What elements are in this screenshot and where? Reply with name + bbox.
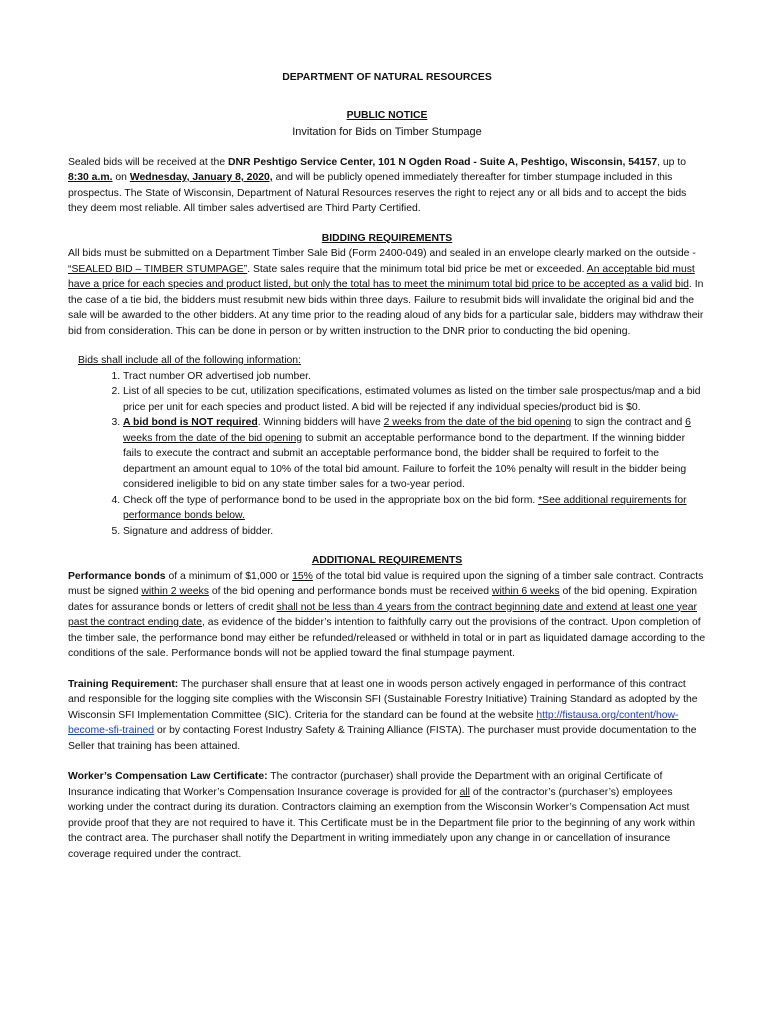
paragraph-text: of the contractor’s (purchaser’s) employees working under the contract during its duration. Contractors claiming an exemption from the Wisconsin Worker’s Compensation Act must provide proof that they are not required to have it. This Certificate must be in the Department file prior to the beginning of any work within the contract area. The purchaser shall notify the Department in writing immediately upon any change in or cancellation of insurance coverage required under the contract.	[68, 786, 696, 860]
intro-text: Sealed bids will be received at the	[68, 156, 228, 168]
list-item-text: . Winning bidders will have	[257, 417, 384, 428]
paragraph-text: of the bid opening. Expiration dates for assurance bonds or letters of credit	[68, 586, 698, 613]
list-item	[123, 493, 706, 524]
training-paragraph	[68, 677, 706, 755]
bidding-text: . State sales require that the minimum total bid price be met or exceeded.	[247, 263, 587, 275]
paragraph-text: of the bid opening and performance bonds must be received	[208, 586, 492, 597]
list-item	[123, 524, 706, 540]
bidding-text: . In the case of a tie bid, the bidders must resubmit new bids within three days. Failure to resubmit bids will invalidate the original bid and the sale will be awarded to the other bidders. At any time prior to the reading aloud of any bids for a particular sale, bidders may withdraw their bid from consideration. This can be done in person or by written instruction to the DNR prior to conducting the bid opening.	[68, 279, 704, 337]
public-notice-heading: PUBLIC NOTICE	[346, 109, 428, 121]
training-label: Training Requirement:	[68, 678, 179, 690]
workers-comp-paragraph	[68, 769, 706, 862]
additional-requirements-title: ADDITIONAL REQUIREMENTS	[311, 555, 463, 566]
performance-bonds-label: Performance bonds	[68, 570, 166, 582]
notice-subtitle: Invitation for Bids on Timber Stumpage	[292, 126, 482, 138]
bidding-text: All bids must be submitted on a Department Timber Sale Bid (Form 2400-049) and sealed in an envelope clearly marked on the outside -	[68, 248, 696, 259]
bidding-requirements-title: BIDDING REQUIREMENTS	[321, 232, 453, 244]
acceptable-bid-rule: An acceptable bid must have a price for each species and product listed, but only the total has to meet the minimum total bid price to be accepted as a valid bid	[68, 263, 695, 290]
workers-comp-label: Worker’s Compensation Law Certificate:	[68, 771, 268, 782]
intro-paragraph	[68, 155, 706, 217]
list-item-text: Signature and address of bidder.	[123, 525, 274, 537]
paragraph-text: of a minimum of $1,000 or	[165, 570, 293, 582]
paragraph-text: or by contacting Forest Industry Safety & Training Alliance (FISTA). The purchaser must provide documentation to the Seller that training has been attained.	[68, 725, 697, 752]
paragraph-text: The contractor (purchaser) shall provide the Department with an original Certificate of Insurance indicating that Worker’s Compensation Insurance coverage is provided for	[68, 771, 663, 798]
paragraph-text: , as evidence of the bidder’s intention to faithfully carry out the provisions of the contract. Upon completion of the timber sale, the performance bond may either be refunded/released or withheld in total or in part as liquidated damage according to the conditions of the sale. Performance bonds will not be applied toward the final stumpage payment.	[68, 617, 706, 659]
intro-text: , up to	[657, 156, 687, 168]
intro-text: on	[112, 172, 130, 183]
list-item	[123, 384, 706, 415]
department-heading: DEPARTMENT OF NATURAL RESOURCES	[282, 72, 492, 83]
list-item	[123, 415, 706, 493]
two-weeks-term: within 2 weeks	[141, 586, 209, 597]
sfi-training-link[interactable]: http://fistausa.org/content/how-become-sfi-trained	[68, 709, 679, 736]
six-weeks-term: 6 weeks from the date of the bid opening	[123, 417, 691, 444]
bidding-paragraph	[68, 246, 706, 339]
bid-contents-intro: Bids shall include all of the following information:	[78, 355, 301, 366]
list-item-text: List of all species to be cut, utilization specifications, estimated volumes as listed on the timber sale prospectus/map and a bid price per unit for each species and product listed. A bid will be rejected if any individual species/product bid is $0.	[123, 386, 701, 413]
percent-term: 15%	[292, 570, 313, 582]
bid-date: Wednesday, January 8, 2020,	[129, 172, 273, 183]
list-item-text: to sign the contract and	[571, 417, 686, 428]
bid-contents-list	[68, 369, 706, 540]
envelope-marking: “SEALED BID – TIMBER STUMPAGE”	[68, 263, 248, 275]
all-term: all	[459, 786, 470, 798]
bid-location: DNR Peshtigo Service Center, 101 N Ogden Road - Suite A, Peshtigo, Wisconsin, 54157	[228, 156, 658, 168]
expiration-term: shall not be less than 4 years from the contract beginning date and extend at least one year past the contract ending date	[68, 601, 698, 628]
list-item-text: Check off the type of performance bond to be used in the appropriate box on the bid form.	[123, 494, 539, 506]
bid-bond-note: A bid bond is NOT required	[123, 417, 258, 428]
paragraph-text: The purchaser shall ensure that at least one in woods person actively engaged in performance of this contract and responsible for the logging site complies with the Wisconsin SFI (Sustainable Forestry Initiative) Training Standard as adopted by the Wisconsin SFI Implementation Committee (SIC). Criteria for the standard can be found at the website	[68, 678, 698, 721]
list-item-text: to submit an acceptable performance bond to the department. If the winning bidder fails to execute the contract and submit an acceptable performance bond, the bidder shall be required to forfeit to the department an amount equal to 10% of the total bid amount. Failure to forfeit the 10% penalty will result in the bidder being considered ineligible to bid on any state timber sales for a two-year period.	[123, 432, 687, 490]
intro-text: and will be publicly opened immediately thereafter for timber stumpage included in this prospectus. The State of Wisconsin, Department of Natural Resources reserves the right to reject any or all bids and to accept the bids they deem most reliable. All timber sales advertised are Third Party Certified.	[68, 172, 687, 214]
list-item	[123, 369, 706, 385]
performance-bonds-paragraph	[68, 569, 706, 662]
list-item-text: Tract number OR advertised job number.	[123, 370, 311, 382]
see-additional-note: *See additional requirements for performance bonds below.	[123, 494, 687, 521]
two-weeks-term: 2 weeks from the date of the bid opening	[383, 417, 572, 428]
paragraph-text: of the total bid value is required upon the signing of a timber sale contract. Contracts must be signed	[68, 570, 704, 597]
six-weeks-term: within 6 weeks	[491, 586, 560, 597]
bid-time: 8:30 a.m.	[68, 172, 113, 183]
